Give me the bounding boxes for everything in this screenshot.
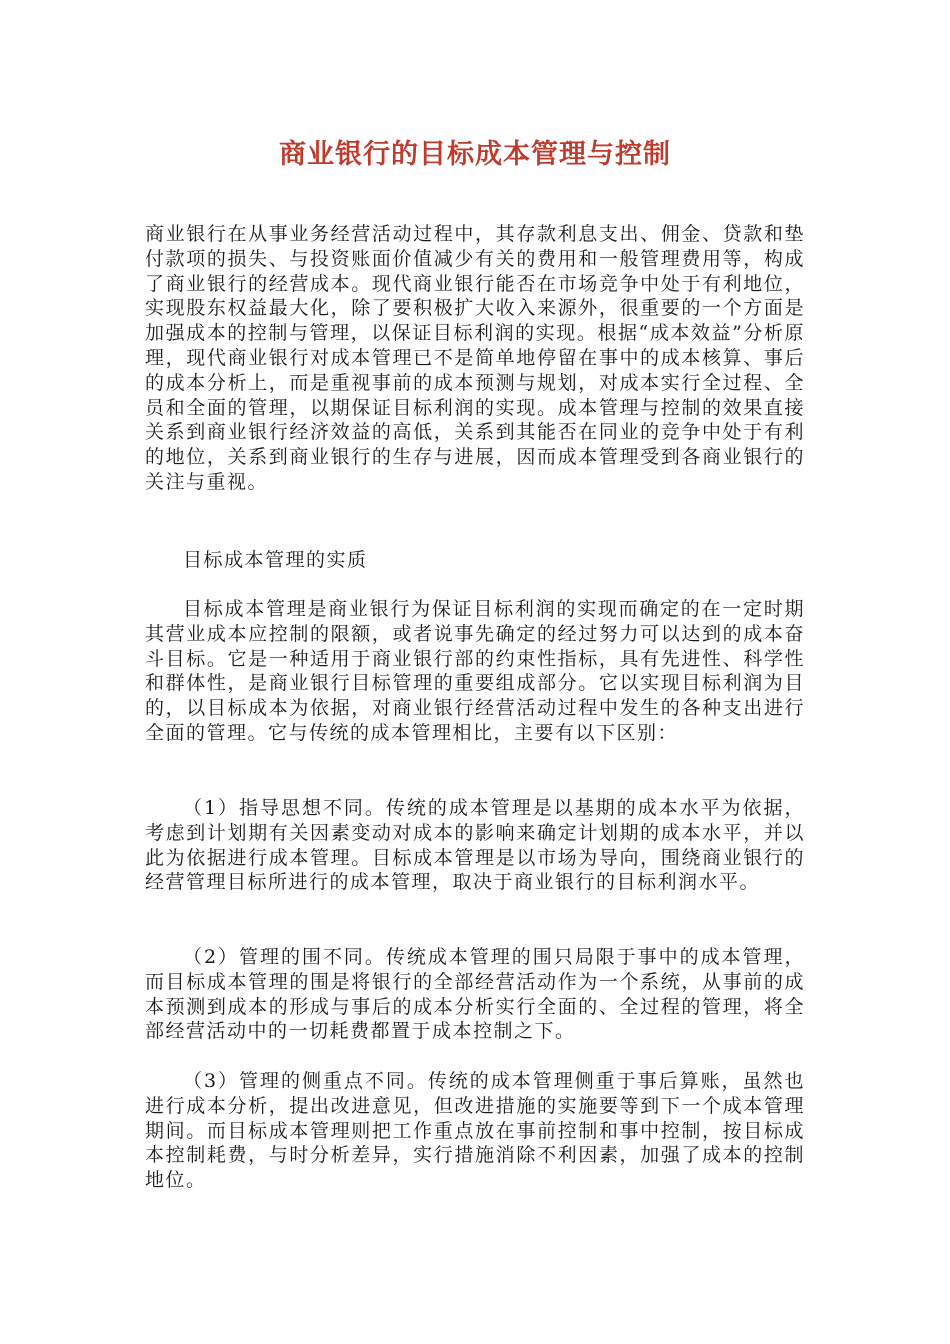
paragraph-point-3: （3）管理的侧重点不同。传统的成本管理侧重于事后算账，虽然也进行成本分析，提出改进意见，但改进措施的实施要等到下一个成本管理期间。而目标成本管理则把工作重点放在事前控制和事中控制，按目标成本控制耗费，与时分析差异，实行措施消除不利因素，加强了成本的控制地位。	[145, 1070, 805, 1192]
section-heading: 目标成本管理的实质	[183, 549, 368, 571]
paragraph-definition: 目标成本管理是商业银行为保证目标利润的实现而确定的在一定时期其营业成本应控制的限额，或者说事先确定的经过努力可以达到的成本奋斗目标。它是一种适用于商业银行部的约束性指标，具有先进性、科学性和群体性，是商业银行目标管理的重要组成部分。它以实现目标利润为目的，以目标成本为依据，对商业银行经营活动过程中发生的各种支出进行全面的管理。它与传统的成本管理相比，主要有以下区别：	[145, 598, 805, 744]
paragraph-point-2: （2）管理的围不同。传统成本管理的围只局限于事中的成本管理，而目标成本管理的围是将银行的全部经营活动作为一个系统，从事前的成本预测到成本的形成与事后的成本分析实行全面的、全过程的管理，将全部经营活动中的一切耗费都置于成本控制之下。	[145, 946, 805, 1043]
paragraph-intro: 商业银行在从事业务经营活动过程中，其存款利息支出、佣金、贷款和垫付款项的损失、与投资账面价值减少有关的费用和一般管理费用等，构成了商业银行的经营成本。现代商业银行能否在市场竞争中处于有利地位，实现股东权益最大化，除了要积极扩大收入来源外，很重要的一个方面是加强成本的控制与管理，以保证目标利润的实现。根据“成本效益”分析原理，现代商业银行对成本管理已不是简单地停留在事中的成本核算、事后的成本分析上，而是重视事前的成本预测与规划，对成本实行全过程、全员和全面的管理，以期保证目标利润的实现。成本管理与控制的效果直接关系到商业银行经济效益的高低，关系到其能否在同业的竞争中处于有利的地位，关系到商业银行的生存与进展，因而成本管理受到各商业银行的关注与重视。	[145, 223, 805, 493]
paragraph-point-1: （1）指导思想不同。传统的成本管理是以基期的成本水平为依据，考虑到计划期有关因素变动对成本的影响来确定计划期的成本水平，并以此为依据进行成本管理。目标成本管理是以市场为导向，围绕商业银行的经营管理目标所进行的成本管理，取决于商业银行的目标利润水平。	[145, 797, 805, 894]
document-title: 商业银行的目标成本管理与控制	[279, 139, 671, 170]
